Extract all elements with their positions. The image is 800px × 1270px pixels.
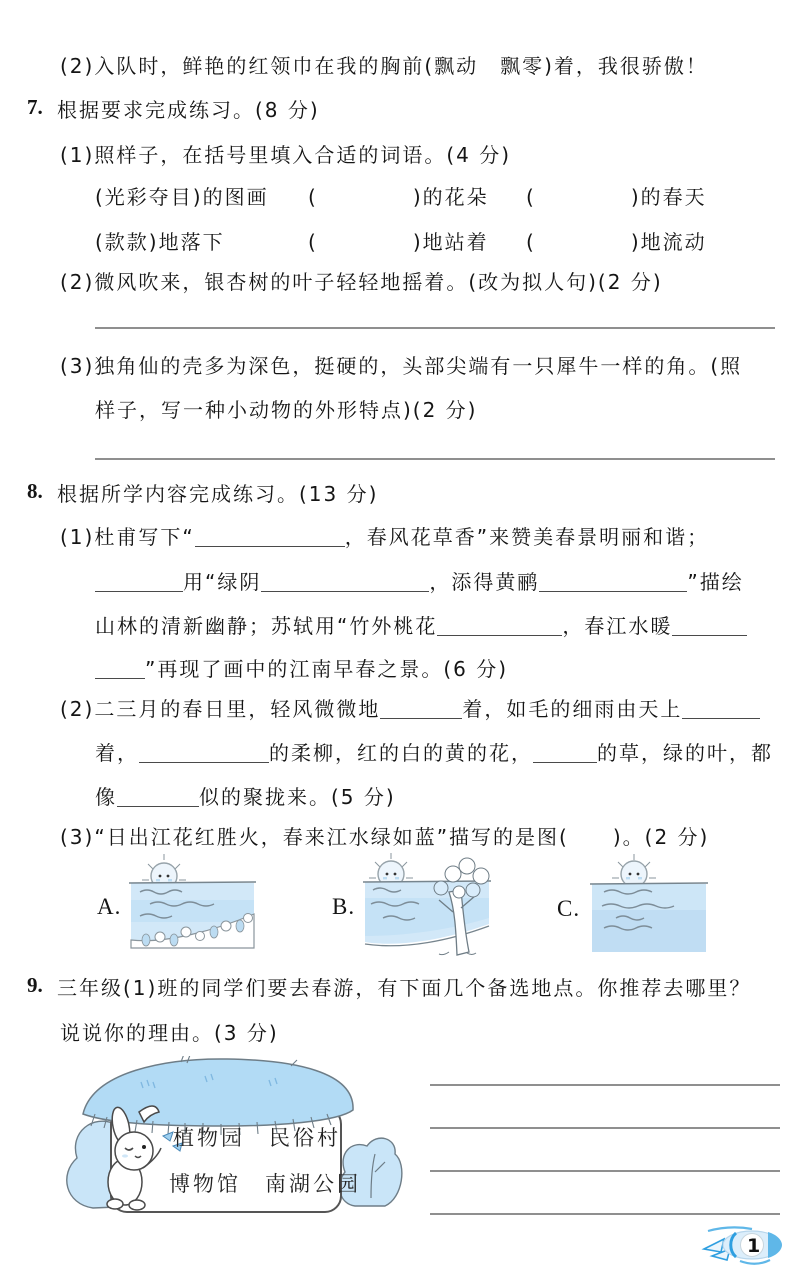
text-segment: 着， [95, 741, 139, 765]
sun-icon [612, 854, 656, 887]
fill-blank [380, 699, 462, 719]
text-segment: 的柔柳，红的白的黄的花， [269, 741, 533, 765]
sign-row1: 植物园 民俗村 [173, 1126, 341, 1150]
q7-fill-row2-example: (款款)地落下 [95, 230, 225, 254]
fill-blank [95, 572, 183, 592]
fill-blank [95, 659, 145, 679]
option-c-label: C. [557, 896, 581, 921]
sunrise-water-scene-icon [588, 941, 710, 960]
item-6-2-text: (2)入队时，鲜艳的红领巾在我的胸前(飘动 飘零)着，我很骄傲！ [60, 54, 708, 78]
fill-blank [437, 616, 562, 636]
fill-blank [139, 743, 269, 763]
fill-blank [533, 743, 597, 763]
answer-line [430, 1084, 780, 1086]
text-segment: 的草，绿的叶，都 [597, 741, 773, 765]
question-8-number: 8. [27, 479, 43, 503]
blank-suffix: )地站着 [412, 230, 489, 254]
q7-sub2-label: (2)微风吹来，银杏树的叶子轻轻地摇着。(改为拟人句)(2 分) [60, 270, 663, 294]
text-segment: ”再现了画中的江南早春之景。(6 分) [145, 657, 509, 681]
q8-sub1-line3 [95, 610, 747, 639]
page-number: 1 [747, 1235, 761, 1257]
fill-blank [261, 572, 429, 592]
answer-line [430, 1127, 780, 1129]
question-9-number: 9. [27, 973, 43, 997]
open-paren: ( [526, 185, 536, 209]
q8-sub1-line4 [95, 653, 508, 682]
blank-suffix: )的花朵 [412, 185, 489, 209]
q8-sub1-line2 [95, 566, 744, 595]
sign-row2: 博物馆 南湖公园 [169, 1172, 361, 1196]
q7-sub1-label: (1)照样子，在括号里填入合适的词语。(4 分) [60, 143, 512, 167]
q8-sub2-line3 [95, 781, 396, 810]
text-segment: ，春江水暖 [562, 614, 673, 638]
q7-sub3-line2: 样子，写一种小动物的外形特点)(2 分) [95, 398, 478, 422]
answer-line [430, 1170, 780, 1172]
question-8-title: 根据所学内容完成练习。(13 分) [57, 482, 379, 506]
q7-fill-row2-blank1 [308, 226, 489, 255]
fill-blank [117, 787, 199, 807]
signboard-rabbit-icon [55, 1205, 407, 1224]
spring-outing-illustration [55, 1056, 407, 1220]
open-paren: ( [308, 185, 318, 209]
rocket-icon [700, 1251, 790, 1270]
question-9-line1: 三年级(1)班的同学们要去春游，有下面几个备选地点。你推荐去哪里？ [57, 976, 752, 1000]
page-footer [700, 1224, 790, 1266]
text-segment: ”描绘 [687, 570, 744, 594]
question-7-title: 根据要求完成练习。(8 分) [57, 98, 320, 122]
q8-sub2-line1 [60, 693, 760, 722]
blank-suffix: )地流动 [630, 230, 707, 254]
answer-line [430, 1213, 780, 1215]
q8-sub2-line2 [95, 737, 773, 766]
answer-line [95, 458, 775, 460]
q7-fill-row1-example: (光彩夺目)的图画 [95, 185, 269, 209]
option-c-image [588, 854, 710, 960]
text-segment: 似的聚拢来。(5 分) [199, 785, 396, 809]
option-a-image [126, 852, 258, 962]
answer-line [95, 327, 775, 329]
sunrise-flowers-scene-icon [126, 943, 258, 962]
q7-fill-row2-blank2 [526, 226, 707, 255]
option-a-label: A. [97, 894, 122, 919]
sunrise-tree-scene-icon [361, 943, 493, 962]
blank-suffix: )的春天 [630, 185, 707, 209]
fill-blank [672, 616, 747, 636]
text-segment: 用“绿阴 [183, 570, 262, 594]
q7-fill-row1-blank2 [526, 181, 707, 210]
fill-blank [682, 699, 760, 719]
q7-fill-row1-blank1 [308, 181, 489, 210]
fill-blank [539, 572, 687, 592]
open-paren: ( [308, 230, 318, 254]
option-b-image [361, 852, 493, 962]
open-paren: ( [526, 230, 536, 254]
q7-sub3-line1: (3)独角仙的壳多为深色，挺硬的，头部尖端有一只犀牛一样的角。(照 [60, 354, 743, 378]
q8-sub3-label: (3)“日出江花红胜火，春来江水绿如蓝”描写的是图( )。(2 分) [60, 825, 710, 849]
text-segment: 着，如毛的细雨由天上 [462, 697, 683, 721]
fill-blank [195, 527, 345, 547]
question-7-number: 7. [27, 95, 43, 119]
text-segment: (1)杜甫写下“ [60, 525, 195, 549]
text-segment: 山林的清新幽静；苏轼用“竹外桃花 [95, 614, 438, 638]
q8-sub1-line1 [60, 521, 709, 550]
option-b-label: B. [332, 894, 356, 919]
question-9-line2: 说说你的理由。(3 分) [60, 1021, 279, 1045]
text-segment: (2)二三月的春日里，轻风微微地 [60, 697, 381, 721]
text-segment: 像 [95, 785, 117, 809]
text-segment: ，添得黄鹂 [429, 570, 540, 594]
text-segment: ，春风花草香”来赞美春景明丽和谐； [344, 525, 710, 549]
